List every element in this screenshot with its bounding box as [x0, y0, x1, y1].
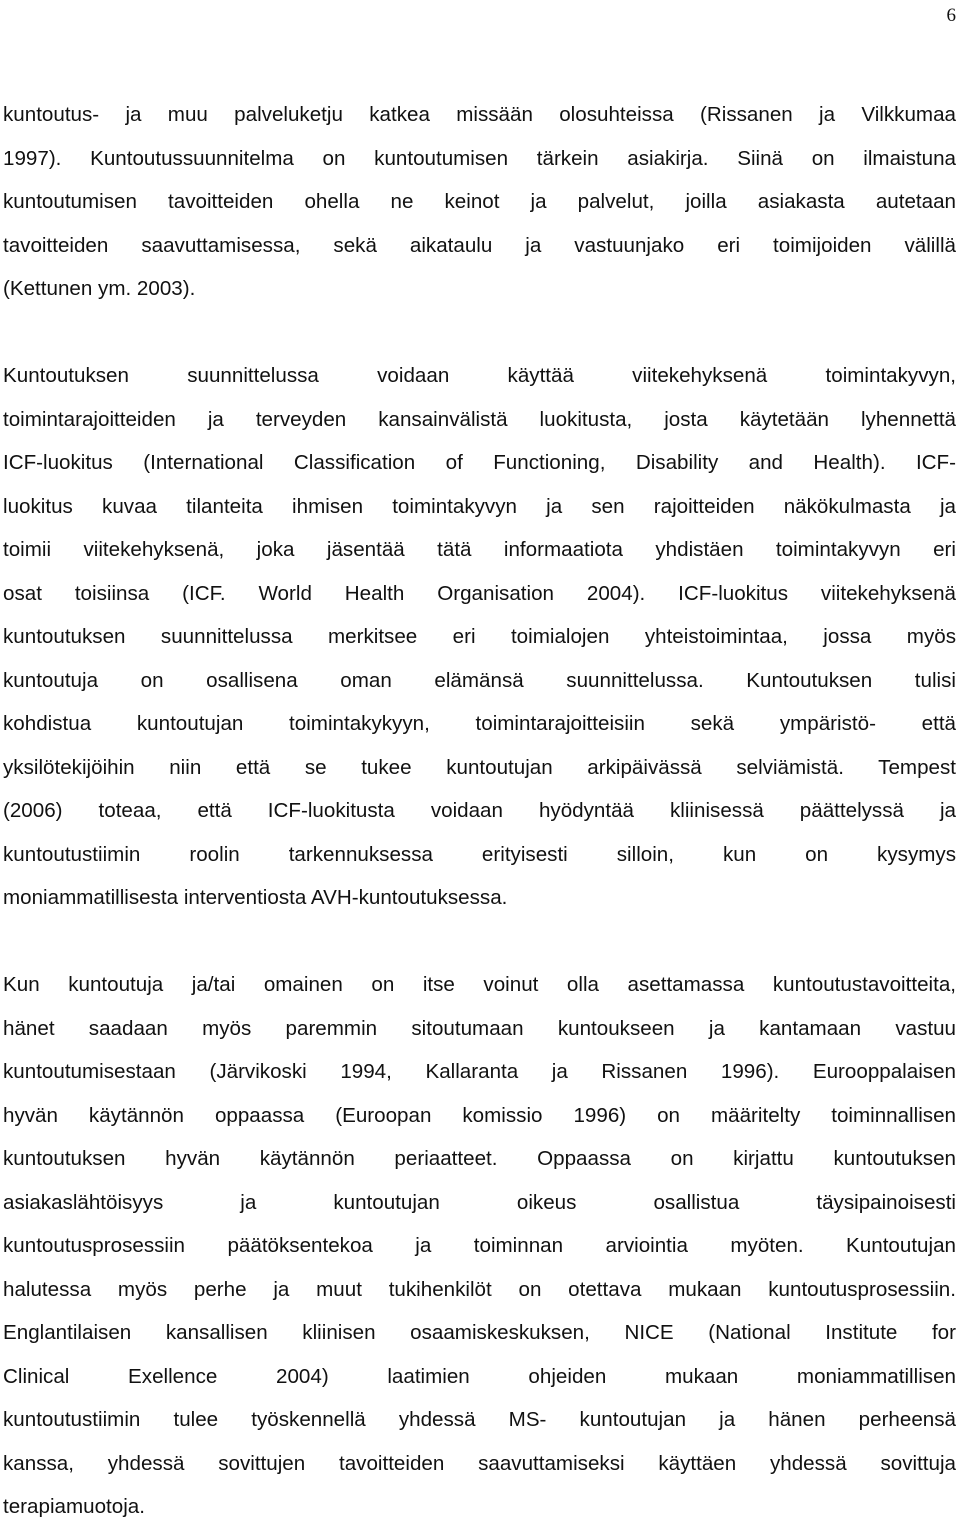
text-line: kuntoutuksen hyvän käytännön periaatteet. Oppaassa on kirjattu kuntoutuksen: [3, 1147, 956, 1170]
text-line: (Kettunen ym. 2003).: [3, 277, 196, 300]
text-line: kuntoutuksen suunnittelussa merkitsee eri toimialojen yhteistoimintaa, jossa myös: [3, 625, 956, 648]
text-line: toimii viitekehyksenä, joka jäsentää tätä informaatiota yhdistäen toimintakyvyn eri: [3, 538, 956, 561]
paragraph-gap: [3, 920, 956, 964]
text-line: kuntoutustiimin tulee työskennellä yhdessä MS- kuntoutujan ja hänen perheensä: [3, 1408, 956, 1431]
text-line: kohdistua kuntoutujan toimintakykyyn, toimintarajoitteisiin sekä ympäristö- että: [3, 712, 956, 735]
text-line: kanssa, yhdessä sovittujen tavoitteiden saavuttamiseksi käyttäen yhdessä sovittuja: [3, 1451, 956, 1475]
text-line: toimintarajoitteiden ja terveyden kansainvälistä luokitusta, josta käytetään lyhennettä: [3, 407, 956, 431]
text-line: hänet saadaan myös paremmin sitoutumaan kuntoukseen ja kantamaan vastuu: [3, 1016, 956, 1040]
paragraph-2: [3, 354, 956, 920]
text-line: moniammatillisesta interventiosta AVH-kuntoutuksessa.: [3, 886, 508, 909]
text-line: Clinical Exellence 2004) laatimien ohjeiden mukaan moniammatillisen: [3, 1364, 956, 1388]
text-line: kuntoutusprosessiin päätöksentekoa ja toiminnan arviointia myöten. Kuntoutujan: [3, 1234, 956, 1257]
text-line: kuntoutus- ja muu palveluketju katkea missään olosuhteissa (Rissanen ja Vilkkumaa: [3, 103, 956, 126]
text-line: ICF-luokitus (International Classification of Functioning, Disability and Health). ICF-: [3, 451, 956, 474]
text-line: kuntoutumisestaan (Järvikoski 1994, Kallaranta ja Rissanen 1996). Eurooppalaisen: [3, 1060, 956, 1083]
page-number: 6: [946, 5, 956, 26]
text-line: kuntoutustiimin roolin tarkennuksessa erityisesti silloin, kun on kysymys: [3, 842, 956, 866]
text-line: luokitus kuvaa tilanteita ihmisen toimintakyvyn ja sen rajoitteiden näkökulmasta ja: [3, 494, 956, 518]
text-line: kuntoutuja on osallisena oman elämänsä suunnittelussa. Kuntoutuksen tulisi: [3, 668, 956, 692]
paragraph-1: [3, 93, 956, 311]
text-line: Kuntoutuksen suunnittelussa voidaan käyttää viitekehyksenä toimintakyvyn,: [3, 364, 956, 387]
text-line: yksilötekijöihin niin että se tukee kuntoutujan arkipäivässä selviämistä. Tempest: [3, 755, 956, 779]
text-line: asiakaslähtöisyys ja kuntoutujan oikeus osallistua täysipainoisesti: [3, 1190, 956, 1214]
text-line: Kun kuntoutuja ja/tai omainen on itse voinut olla asettamassa kuntoutustavoitteita,: [3, 973, 956, 996]
paragraph-3: [3, 963, 956, 1529]
text-line: Englantilaisen kansallisen kliinisen osaamiskeskuksen, NICE (National Institute for: [3, 1321, 956, 1344]
text-line: terapiamuotoja.: [3, 1495, 145, 1518]
text-line: kuntoutumisen tavoitteiden ohella ne keinot ja palvelut, joilla asiakasta autetaan: [3, 190, 956, 213]
text-line: 1997). Kuntoutussuunnitelma on kuntoutumisen tärkein asiakirja. Siinä on ilmaistuna: [3, 146, 956, 170]
document-body: [3, 93, 956, 1529]
text-line: halutessa myös perhe ja muut tukihenkilöt on otettava mukaan kuntoutusprosessiin.: [3, 1277, 956, 1301]
text-line: osat toisiinsa (ICF. World Health Organisation 2004). ICF-luokitus viitekehyksenä: [3, 581, 956, 605]
text-line: tavoitteiden saavuttamisessa, sekä aikataulu ja vastuunjako eri toimijoiden välillä: [3, 233, 956, 257]
text-line: hyvän käytännön oppaassa (Euroopan komissio 1996) on määritelty toiminnallisen: [3, 1103, 956, 1127]
paragraph-gap: [3, 311, 956, 355]
text-line: (2006) toteaa, että ICF-luokitusta voidaan hyödyntää kliinisessä päättelyssä ja: [3, 799, 956, 822]
